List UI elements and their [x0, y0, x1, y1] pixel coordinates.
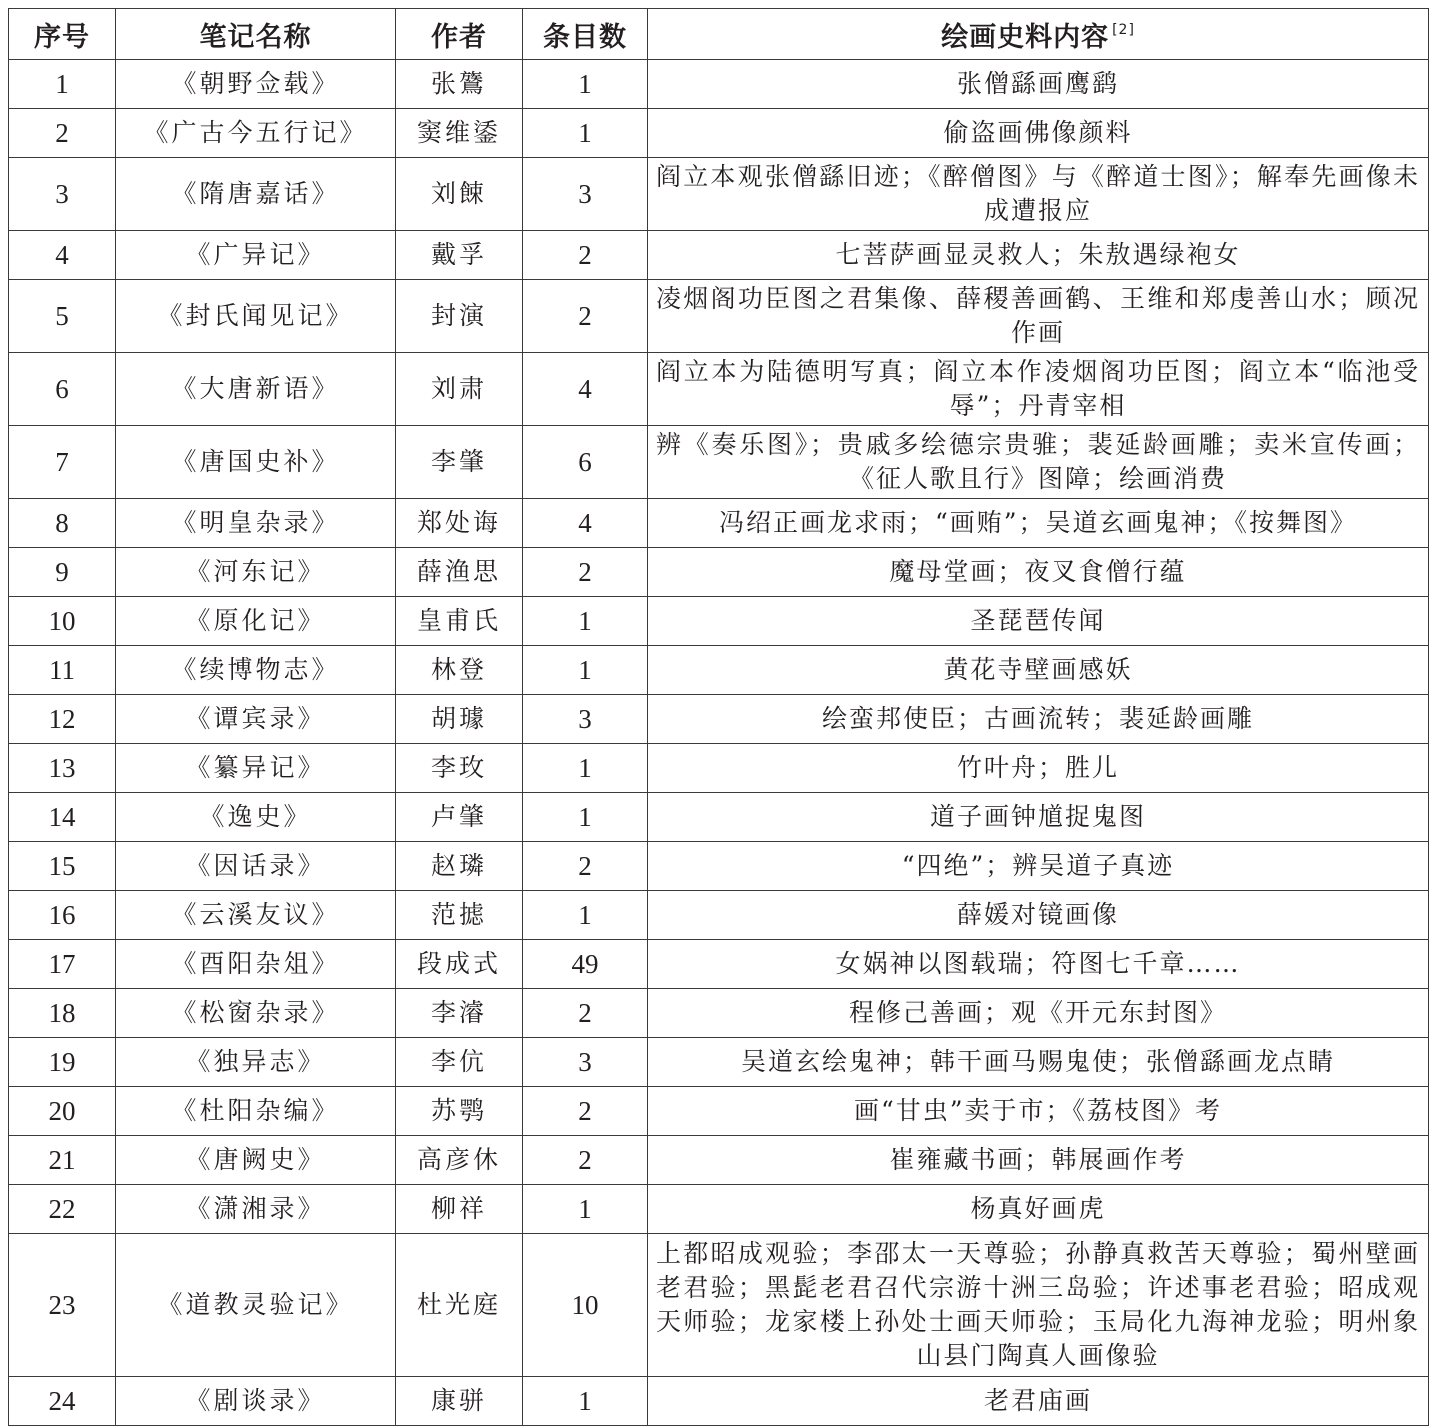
row-content: 魔母堂画；夜叉食僧行蕴	[648, 548, 1429, 597]
row-author: 胡璩	[396, 695, 523, 744]
row-book: 《谭宾录》	[116, 695, 396, 744]
row-content: 道子画钟馗捉鬼图	[648, 793, 1429, 842]
row-content: 黄花寺壁画感妖	[648, 646, 1429, 695]
row-book: 《续博物志》	[116, 646, 396, 695]
row-author: 皇甫氏	[396, 597, 523, 646]
row-content: 程修己善画；观《开元东封图》	[648, 989, 1429, 1038]
table-row	[9, 280, 1429, 353]
row-content: 偷盗画佛像颜料	[648, 109, 1429, 158]
row-count: 49	[523, 940, 648, 989]
header-content	[648, 9, 1429, 60]
row-count: 2	[523, 1087, 648, 1136]
row-count: 2	[523, 280, 648, 353]
row-index: 24	[9, 1377, 116, 1426]
row-author: 赵璘	[396, 842, 523, 891]
row-author: 薛渔思	[396, 548, 523, 597]
header-author: 作者	[396, 9, 523, 60]
row-count: 4	[523, 353, 648, 426]
row-content: 女娲神以图载瑞；符图七千章……	[648, 940, 1429, 989]
table-row	[9, 1038, 1429, 1087]
row-count: 1	[523, 793, 648, 842]
table-row	[9, 60, 1429, 109]
row-content: 圣琵琶传闻	[648, 597, 1429, 646]
row-index: 20	[9, 1087, 116, 1136]
table-row	[9, 158, 1429, 231]
row-index: 18	[9, 989, 116, 1038]
row-count: 3	[523, 158, 648, 231]
row-content: 老君庙画	[648, 1377, 1429, 1426]
header-count: 条目数	[523, 9, 648, 60]
row-count: 1	[523, 891, 648, 940]
row-index: 10	[9, 597, 116, 646]
table-row	[9, 1185, 1429, 1234]
row-author: 刘肃	[396, 353, 523, 426]
header-book: 笔记名称	[116, 9, 396, 60]
row-author: 刘餗	[396, 158, 523, 231]
row-book: 《潇湘录》	[116, 1185, 396, 1234]
header-index: 序号	[9, 9, 116, 60]
table-row	[9, 891, 1429, 940]
row-author: 段成式	[396, 940, 523, 989]
row-index: 19	[9, 1038, 116, 1087]
row-content: 冯绍正画龙求雨；“画贿”；吴道玄画鬼神；《按舞图》	[648, 499, 1429, 548]
row-author: 李肇	[396, 426, 523, 499]
row-content: 阎立本观张僧繇旧迹；《醉僧图》与《醉道士图》；解奉先画像未成遭报应	[648, 158, 1429, 231]
row-index: 12	[9, 695, 116, 744]
row-content: 竹叶舟；胜儿	[648, 744, 1429, 793]
row-count: 10	[523, 1234, 648, 1377]
row-index: 1	[9, 60, 116, 109]
row-content: “四绝”；辨吴道子真迹	[648, 842, 1429, 891]
row-content: 凌烟阁功臣图之君集像、薛稷善画鹤、王维和郑虔善山水；顾况作画	[648, 280, 1429, 353]
row-count: 2	[523, 548, 648, 597]
row-book: 《广异记》	[116, 231, 396, 280]
row-author: 高彦休	[396, 1136, 523, 1185]
row-content: 七菩萨画显灵救人；朱敖遇绿袍女	[648, 231, 1429, 280]
row-book: 《唐阙史》	[116, 1136, 396, 1185]
row-index: 9	[9, 548, 116, 597]
row-author: 李伉	[396, 1038, 523, 1087]
row-index: 13	[9, 744, 116, 793]
row-index: 21	[9, 1136, 116, 1185]
row-author: 郑处诲	[396, 499, 523, 548]
table-row	[9, 499, 1429, 548]
row-author: 范摅	[396, 891, 523, 940]
table-row	[9, 842, 1429, 891]
table-row	[9, 695, 1429, 744]
table-row	[9, 426, 1429, 499]
header-row	[9, 9, 1429, 60]
row-count: 1	[523, 1377, 648, 1426]
row-book: 《原化记》	[116, 597, 396, 646]
row-count: 1	[523, 1185, 648, 1234]
row-author: 窦维鋈	[396, 109, 523, 158]
row-count: 2	[523, 989, 648, 1038]
table-row	[9, 1377, 1429, 1426]
row-book: 《隋唐嘉话》	[116, 158, 396, 231]
row-content: 上都昭成观验；李邵太一天尊验；孙静真救苦天尊验；蜀州壁画老君验；黑髭老君召代宗游十洲三岛验；许述事老君验；昭成观天师验；龙家楼上孙处士画天师验；玉局化九海神龙验；明州象山县门陶真人画像验	[648, 1234, 1429, 1377]
row-book: 《酉阳杂俎》	[116, 940, 396, 989]
row-author: 李玫	[396, 744, 523, 793]
row-content: 吴道玄绘鬼神；韩干画马赐鬼使；张僧繇画龙点睛	[648, 1038, 1429, 1087]
row-index: 3	[9, 158, 116, 231]
row-count: 2	[523, 1136, 648, 1185]
table-row	[9, 1087, 1429, 1136]
row-author: 卢肇	[396, 793, 523, 842]
table-row	[9, 1136, 1429, 1185]
table-row	[9, 1234, 1429, 1377]
row-index: 5	[9, 280, 116, 353]
row-index: 16	[9, 891, 116, 940]
table-row	[9, 744, 1429, 793]
row-content: 杨真好画虎	[648, 1185, 1429, 1234]
row-content: 画“甘虫”卖于市；《荔枝图》考	[648, 1087, 1429, 1136]
row-index: 22	[9, 1185, 116, 1234]
row-content: 辨《奏乐图》；贵戚多绘德宗贵骓；裴延龄画雕；卖米宣传画；《征人歌且行》图障；绘画消费	[648, 426, 1429, 499]
table-row	[9, 231, 1429, 280]
row-book: 《道教灵验记》	[116, 1234, 396, 1377]
row-book: 《云溪友议》	[116, 891, 396, 940]
row-book: 《广古今五行记》	[116, 109, 396, 158]
row-author: 李濬	[396, 989, 523, 1038]
row-index: 7	[9, 426, 116, 499]
row-index: 6	[9, 353, 116, 426]
row-author: 柳祥	[396, 1185, 523, 1234]
table-row	[9, 793, 1429, 842]
row-content: 崔雍藏书画；韩展画作考	[648, 1136, 1429, 1185]
row-index: 23	[9, 1234, 116, 1377]
row-index: 17	[9, 940, 116, 989]
table-row	[9, 548, 1429, 597]
row-index: 4	[9, 231, 116, 280]
row-author: 康骈	[396, 1377, 523, 1426]
row-index: 14	[9, 793, 116, 842]
table-row	[9, 989, 1429, 1038]
row-author: 张鷟	[396, 60, 523, 109]
row-book: 《封氏闻见记》	[116, 280, 396, 353]
row-count: 1	[523, 109, 648, 158]
row-content: 张僧繇画鹰鹞	[648, 60, 1429, 109]
table-row	[9, 109, 1429, 158]
table-row	[9, 646, 1429, 695]
row-count: 1	[523, 646, 648, 695]
row-book: 《大唐新语》	[116, 353, 396, 426]
row-book: 《松窗杂录》	[116, 989, 396, 1038]
row-author: 戴孚	[396, 231, 523, 280]
row-book: 《纂异记》	[116, 744, 396, 793]
row-count: 3	[523, 1038, 648, 1087]
footnote-ref: [2]	[1112, 21, 1135, 38]
row-content: 绘蛮邦使臣；古画流转；裴延龄画雕	[648, 695, 1429, 744]
row-author: 杜光庭	[396, 1234, 523, 1377]
row-book: 《逸史》	[116, 793, 396, 842]
row-count: 2	[523, 842, 648, 891]
row-book: 《河东记》	[116, 548, 396, 597]
table-row	[9, 597, 1429, 646]
row-book: 《独异志》	[116, 1038, 396, 1087]
row-count: 2	[523, 231, 648, 280]
painting-sources-table	[8, 8, 1429, 1426]
row-index: 11	[9, 646, 116, 695]
row-content: 阎立本为陆德明写真；阎立本作凌烟阁功臣图；阎立本“临池受辱”；丹青宰相	[648, 353, 1429, 426]
row-count: 1	[523, 597, 648, 646]
row-count: 3	[523, 695, 648, 744]
row-author: 林登	[396, 646, 523, 695]
row-count: 1	[523, 60, 648, 109]
header-content-label: 绘画史料内容	[941, 21, 1110, 53]
row-book: 《剧谈录》	[116, 1377, 396, 1426]
row-count: 1	[523, 744, 648, 793]
table-row	[9, 940, 1429, 989]
row-index: 8	[9, 499, 116, 548]
row-book: 《朝野佥载》	[116, 60, 396, 109]
row-count: 4	[523, 499, 648, 548]
row-book: 《因话录》	[116, 842, 396, 891]
row-book: 《明皇杂录》	[116, 499, 396, 548]
row-content: 薛媛对镜画像	[648, 891, 1429, 940]
row-book: 《唐国史补》	[116, 426, 396, 499]
row-index: 15	[9, 842, 116, 891]
row-index: 2	[9, 109, 116, 158]
row-count: 6	[523, 426, 648, 499]
table-row	[9, 353, 1429, 426]
row-book: 《杜阳杂编》	[116, 1087, 396, 1136]
row-author: 苏鹗	[396, 1087, 523, 1136]
row-author: 封演	[396, 280, 523, 353]
